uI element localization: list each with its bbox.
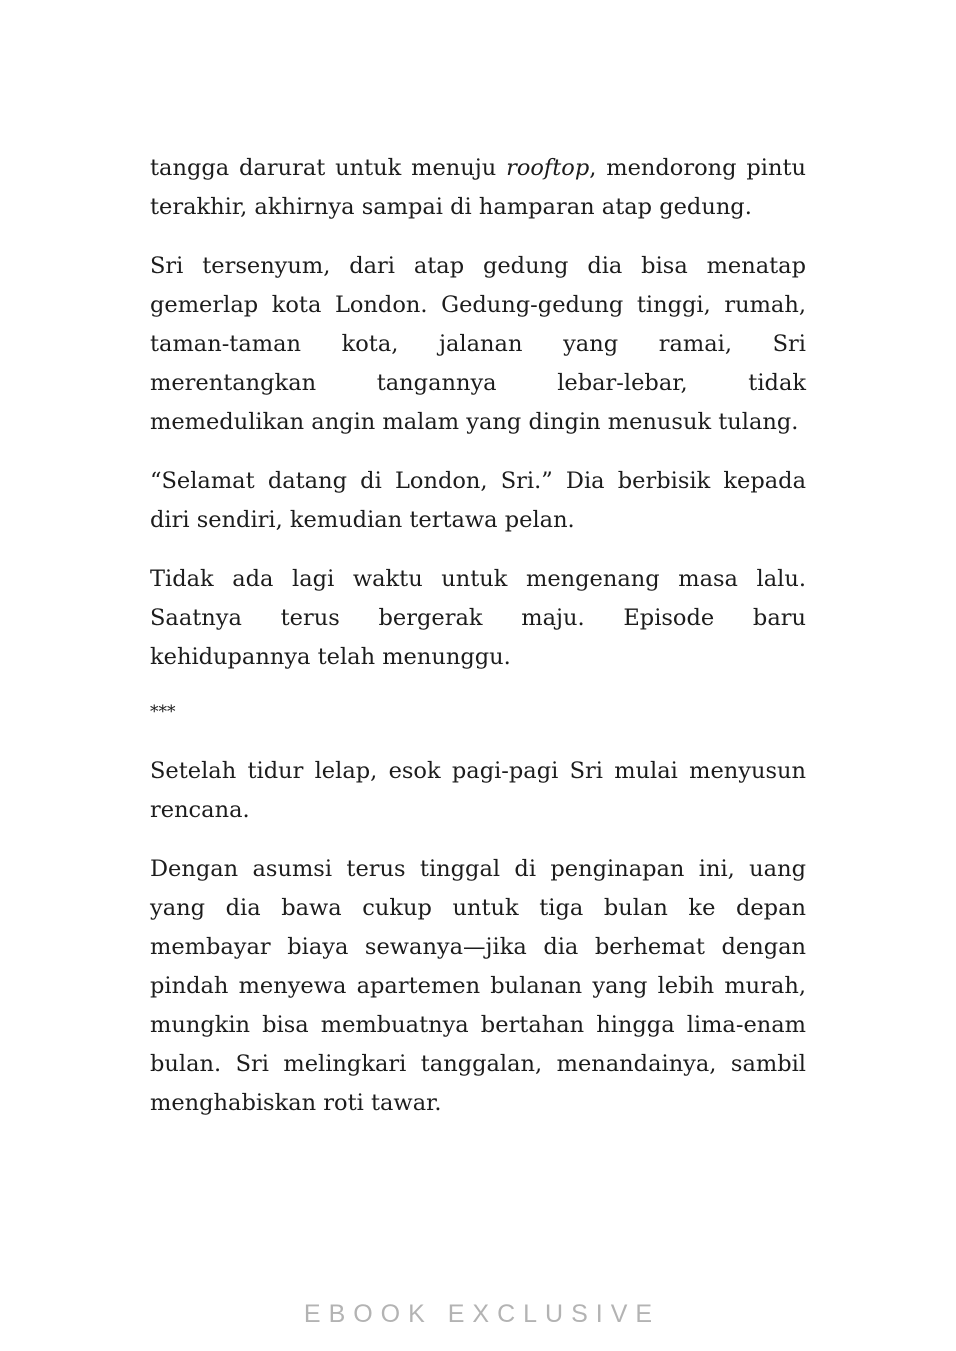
paragraph-2: Sri tersenyum, dari atap gedung dia bisa menatap gemerlap kota London. Gedung-gedung tinggi, rumah, taman-taman kota, jalanan yang ramai, Sri merentangkan tangannya lebar-lebar, tidak memedulikan angin malam yang dingin menusuk tulang. [150, 253, 806, 435]
paragraph-1 [150, 149, 806, 227]
paragraph-3: “Selamat datang di London, Sri.” Dia berbisik kepada diri sendiri, kemudian tertawa pelan. [150, 468, 806, 533]
paragraph-4: Tidak ada lagi waktu untuk mengenang masa lalu. Saatnya terus bergerak maju. Episode baru kehidupannya telah menunggu. [150, 566, 806, 670]
paragraph-1-italic-term: rooftop [506, 155, 590, 181]
paragraph-6: Dengan asumsi terus tinggal di penginapan ini, uang yang dia bawa cukup untuk tiga bulan ke depan membayar biaya sewanya—jika dia berhemat dengan pindah menyewa apartemen bulanan yang lebih murah, mungkin bisa membuatnya bertahan hingga lima-enam bulan. Sri melingkari tanggalan, menandainya, sambil menghabiskan roti tawar. [150, 856, 806, 1116]
paragraph-1-text-start: tangga darurat untuk menuju [150, 155, 507, 181]
scene-separator: *** [150, 702, 176, 722]
page-body [150, 149, 806, 1143]
ebook-exclusive-footer: EBOOK EXCLUSIVE [303, 1300, 661, 1328]
paragraph-5: Setelah tidur lelap, esok pagi-pagi Sri mulai menyusun rencana. [150, 758, 806, 823]
paragraph-1-text-end: , mendorong pintu terakhir, akhirnya sampai di hamparan atap gedung. [150, 155, 806, 220]
